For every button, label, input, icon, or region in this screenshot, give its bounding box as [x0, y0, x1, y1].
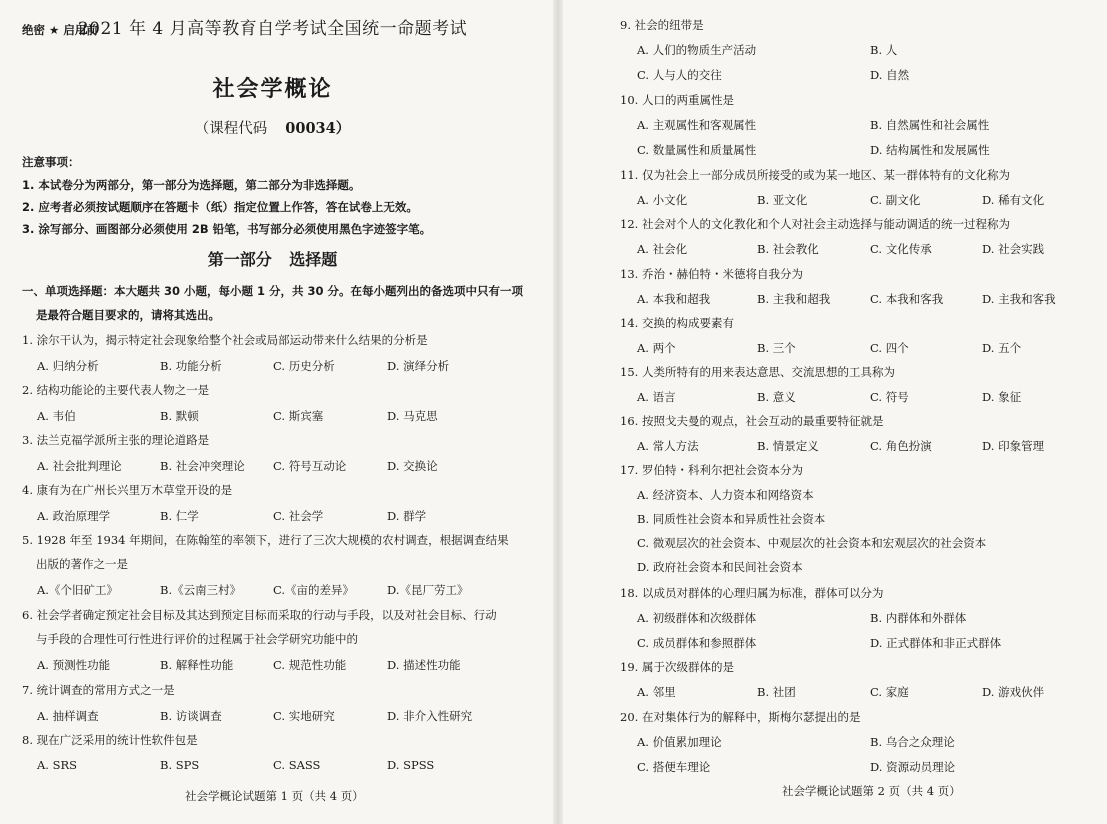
answer-option: C. 社会学 [273, 509, 324, 523]
answer-option: A. 价值累加理论 [637, 735, 722, 749]
answer-option: A. 语言 [637, 390, 676, 404]
answer-option: A. 邻里 [637, 685, 676, 699]
question-stem: 18. 以成员对群体的心理归属为标准，群体可以分为 [620, 586, 884, 600]
answer-option: C. 历史分析 [273, 359, 335, 373]
page-footer: 社会学概论试题第 2 页（共 4 页） [782, 784, 961, 798]
question-stem: 与手段的合理性可行性进行评价的过程属于社会学研究功能中的 [36, 632, 358, 646]
answer-option: B. 同质性社会资本和异质性社会资本 [637, 512, 826, 526]
answer-option: B. 访谈调查 [160, 709, 222, 723]
answer-option: B. 社团 [757, 685, 796, 699]
answer-option: C. 成员群体和参照群体 [637, 636, 757, 650]
question-stem: 14. 交换的构成要素有 [620, 316, 734, 330]
answer-option: D. 游戏伙伴 [982, 685, 1045, 699]
question-stem: 11. 仅为社会上一部分成员所接受的或为某一地区、某一群体特有的文化称为 [620, 168, 1010, 182]
section-instruction-cont: 是最符合题目要求的，请将其选出。 [36, 308, 220, 322]
answer-option: B. 意义 [757, 390, 796, 404]
exam-title: 2021 年 4 月高等教育自学考试全国统一命题考试 [77, 19, 468, 39]
answer-option: B. 亚文化 [757, 193, 808, 207]
answer-option: A. 常人方法 [637, 439, 699, 453]
answer-option: A. 社会化 [637, 242, 688, 256]
question-stem: 5. 1928 年至 1934 年期间，在陈翰笙的率领下，进行了三次大规模的农村调查，根据调查结果 [22, 533, 509, 547]
confidential-label: 绝密 ★ 启用前 [22, 23, 98, 37]
answer-option: D. 政府社会资本和民间社会资本 [637, 560, 803, 574]
answer-option: D. 结构属性和发展属性 [870, 143, 990, 157]
answer-option: B. 解释性功能 [160, 658, 234, 672]
answer-option: C. 符号 [870, 390, 909, 404]
part-title: 第一部分 选择题 [207, 250, 338, 269]
answer-option: A. 小文化 [637, 193, 688, 207]
answer-option: C. SASS [273, 758, 321, 772]
answer-option: A. 人们的物质生产活动 [637, 43, 757, 57]
question-stem: 出版的著作之一是 [36, 557, 128, 571]
course-code-number: 00034） [285, 120, 351, 137]
answer-option: A. 社会批判理论 [37, 459, 122, 473]
question-stem: 3. 法兰克福学派所主张的理论道路是 [22, 433, 210, 447]
answer-option: C. 数量属性和质量属性 [637, 143, 757, 157]
answer-option: C. 斯宾塞 [273, 409, 324, 423]
answer-option: D. 印象管理 [982, 439, 1045, 453]
answer-option: D. 象征 [982, 390, 1022, 404]
answer-option: D. 资源动员理论 [870, 760, 956, 774]
answer-option: C. 人与人的交往 [637, 68, 722, 82]
answer-option: C. 本我和客我 [870, 292, 944, 306]
answer-option: C.《亩的差异》 [273, 583, 355, 597]
question-stem: 19. 属于次级群体的是 [620, 660, 734, 674]
answer-option: B. SPS [160, 758, 200, 772]
question-stem: 1. 涂尔干认为，揭示特定社会现象给整个社会或局部运动带来什么结果的分析是 [22, 333, 428, 347]
answer-option: D.《昆厂劳工》 [387, 583, 469, 597]
question-stem: 4. 康有为在广州长兴里万木草堂开设的是 [22, 483, 233, 497]
answer-option: C. 搭便车理论 [637, 760, 711, 774]
answer-option: A. SRS [37, 758, 78, 772]
section-instruction: 一、单项选择题：本大题共 30 小题，每小题 1 分，共 30 分。在每小题列出的备选项中只有一项 [22, 284, 524, 298]
question-stem: 17. 罗伯特・科利尔把社会资本分为 [620, 463, 803, 477]
question-stem: 13. 乔治・赫伯特・米德将自我分为 [620, 267, 803, 281]
question-stem: 6. 社会学者确定预定社会目标及其达到预定目标而采取的行动与手段，以及对社会目标、行动 [22, 608, 497, 622]
note-item: 3. 涂写部分、画图部分必须使用 2B 铅笔，书写部分必须使用黑色字迹签字笔。 [22, 222, 432, 236]
answer-option: D. 社会实践 [982, 242, 1045, 256]
answer-option: C. 符号互动论 [273, 459, 347, 473]
answer-option: B. 社会教化 [757, 242, 819, 256]
answer-option: B. 情景定义 [757, 439, 819, 453]
answer-option: D. 正式群体和非正式群体 [870, 636, 1002, 650]
answer-option: D. 描述性功能 [387, 658, 461, 672]
answer-option: B. 三个 [757, 341, 796, 355]
question-stem: 9. 社会的纽带是 [620, 18, 704, 32]
answer-option: C. 文化传承 [870, 242, 932, 256]
question-stem: 2. 结构功能论的主要代表人物之一是 [22, 383, 210, 397]
answer-option: B. 内群体和外群体 [870, 611, 967, 625]
answer-option: A. 抽样调查 [37, 709, 99, 723]
course-code [0, 117, 545, 138]
answer-option: C. 微观层次的社会资本、中观层次的社会资本和宏观层次的社会资本 [637, 536, 987, 550]
answer-option: D. 演绎分析 [387, 359, 450, 373]
question-stem: 12. 社会对个人的文化教化和个人对社会主动选择与能动调适的统一过程称为 [620, 217, 1010, 231]
answer-option: D. 马克思 [387, 409, 438, 423]
course-code-label: （课程代码 [194, 121, 268, 137]
answer-option: A. 本我和超我 [637, 292, 711, 306]
answer-option: B. 仁学 [160, 509, 199, 523]
question-stem: 8. 现在广泛采用的统计性软件包是 [22, 733, 198, 747]
answer-option: A. 初级群体和次级群体 [637, 611, 757, 625]
answer-option: A. 两个 [637, 341, 676, 355]
answer-option: C. 规范性功能 [273, 658, 347, 672]
answer-option: B. 人 [870, 43, 898, 57]
answer-option: D. 稀有文化 [982, 193, 1045, 207]
answer-option: D. 主我和客我 [982, 292, 1056, 306]
note-item: 2. 应考者必须按试题顺序在答题卡（纸）指定位置上作答，答在试卷上无效。 [22, 200, 418, 214]
answer-option: D. 交换论 [387, 459, 438, 473]
exam-page-2 [562, 0, 1107, 824]
answer-option: B. 社会冲突理论 [160, 459, 245, 473]
answer-option: A. 预测性功能 [37, 658, 111, 672]
question-stem: 7. 统计调查的常用方式之一是 [22, 683, 175, 697]
answer-option: D. SPSS [387, 758, 435, 772]
answer-option: A. 政治原理学 [37, 509, 111, 523]
answer-option: C. 副文化 [870, 193, 921, 207]
answer-option: A. 归纳分析 [37, 359, 99, 373]
answer-option: B. 乌合之众理论 [870, 735, 955, 749]
note-item: 1. 本试卷分为两部分，第一部分为选择题，第二部分为非选择题。 [22, 178, 361, 192]
notes-title: 注意事项： [22, 155, 80, 169]
answer-option: C. 实地研究 [273, 709, 335, 723]
answer-option: A. 经济资本、人力资本和网络资本 [637, 488, 814, 502]
page-footer: 社会学概论试题第 1 页（共 4 页） [185, 789, 364, 803]
answer-option: C. 四个 [870, 341, 909, 355]
answer-option: B. 自然属性和社会属性 [870, 118, 990, 132]
answer-option: B. 功能分析 [160, 359, 222, 373]
subject-title: 社会学概论 [212, 77, 333, 102]
question-stem: 16. 按照戈夫曼的观点，社会互动的最重要特征就是 [620, 414, 884, 428]
answer-option: B. 默顿 [160, 409, 199, 423]
answer-option: D. 五个 [982, 341, 1022, 355]
answer-option: D. 非介入性研究 [387, 709, 473, 723]
answer-option: B.《云南三村》 [160, 583, 242, 597]
answer-option: A. 主观属性和客观属性 [637, 118, 757, 132]
answer-option: C. 家庭 [870, 685, 909, 699]
answer-option: B. 主我和超我 [757, 292, 831, 306]
question-stem: 10. 人口的两重属性是 [620, 93, 734, 107]
question-stem: 20. 在对集体行为的解释中，斯梅尔瑟提出的是 [620, 710, 861, 724]
answer-option: D. 群学 [387, 509, 427, 523]
answer-option: C. 角色扮演 [870, 439, 932, 453]
answer-option: A. 韦伯 [37, 409, 76, 423]
answer-option: D. 自然 [870, 68, 910, 82]
answer-option: A.《个旧矿工》 [37, 583, 118, 597]
question-stem: 15. 人类所特有的用来表达意思、交流思想的工具称为 [620, 365, 895, 379]
